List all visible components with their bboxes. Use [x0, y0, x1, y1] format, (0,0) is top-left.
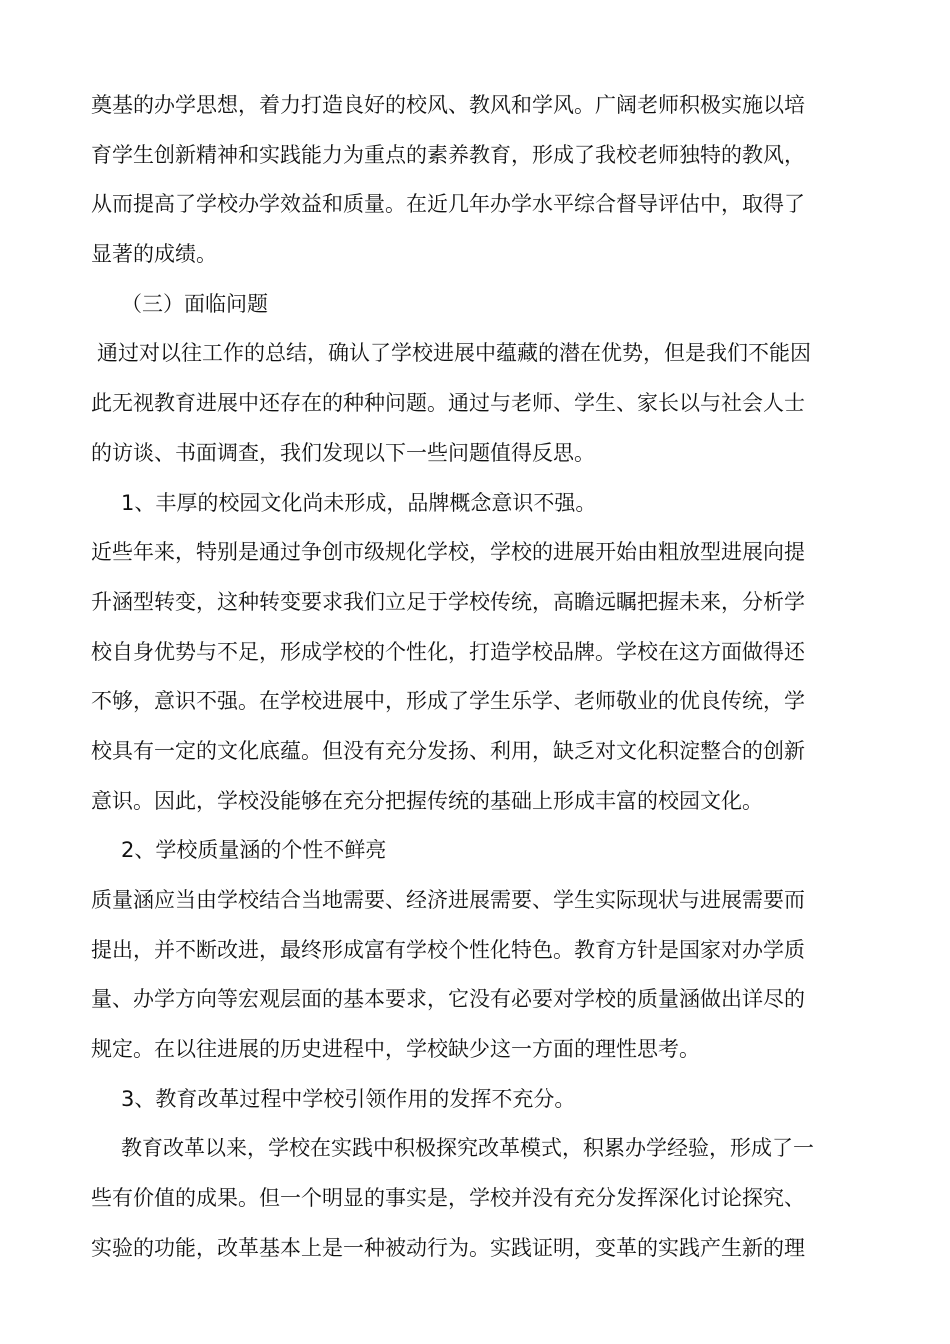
subsection-heading: 1、丰厚的校园文化尚未形成，品牌概念意识不强。	[121, 490, 597, 515]
paragraph-line: 提出，并不断改进，最终形成富有学校个性化特色。教育方针是国家对办学质	[91, 937, 805, 962]
paragraph-line: 意识。因此，学校没能够在充分把握传统的基础上形成丰富的校园文化。	[91, 788, 763, 813]
paragraph-line: 近些年来，特别是通过争创市级规化学校，学校的进展开始由粗放型进展向提	[91, 540, 805, 565]
paragraph-line: 从而提高了学校办学效益和质量。在近几年办学水平综合督导评估中，取得了	[91, 192, 805, 217]
paragraph-line: 量、办学方向等宏观层面的基本要求，它没有必要对学校的质量涵做出详尽的	[91, 987, 805, 1012]
paragraph-line: 不够，意识不强。在学校进展中，形成了学生乐学、老师敬业的优良传统，学	[91, 689, 805, 714]
paragraph-line: 此无视教育进展中还存在的种种问题。通过与老师、学生、家长以与社会人士	[91, 391, 805, 416]
paragraph-line: 的访谈、书面调查，我们发现以下一些问题值得反思。	[91, 440, 595, 465]
paragraph-line: 奠基的办学思想，着力打造良好的校风、教风和学风。广阔老师积极实施以培	[91, 93, 805, 117]
paragraph-line: 校自身优势与不足，形成学校的个性化，打造学校品牌。学校在这方面做得还	[91, 639, 805, 664]
paragraph-line: 校具有一定的文化底蕴。但没有充分发扬、利用，缺乏对文化积淀整合的创新	[91, 738, 805, 763]
paragraph-line: 教育改革以来，学校在实践中积极探究改革模式，积累办学经验，形成了一	[121, 1136, 814, 1161]
subsection-heading: 2、学校质量涵的个性不鲜亮	[121, 838, 387, 863]
document-body	[91, 81, 866, 1274]
paragraph-line: 规定。在以往进展的历史进程中，学校缺少这一方面的理性思考。	[91, 1037, 700, 1062]
paragraph-line: 显著的成绩。	[91, 242, 217, 267]
section-heading: （三）面临问题	[121, 291, 268, 316]
paragraph-line: 质量涵应当由学校结合当地需要、经济进展需要、学生实际现状与进展需要而	[91, 888, 805, 912]
paragraph-line: 些有价值的成果。但一个明显的事实是，学校并没有充分发挥深化讨论探究、	[91, 1186, 805, 1211]
subsection-heading: 3、教育改革过程中学校引领作用的发挥不充分。	[121, 1086, 576, 1111]
paragraph-line: 通过对以往工作的总结，确认了学校进展中蕴藏的潜在优势，但是我们不能因	[97, 341, 811, 366]
paragraph-line: 升涵型转变，这种转变要求我们立足于学校传统，高瞻远瞩把握未来，分析学	[91, 589, 805, 614]
paragraph-line: 实验的功能，改革基本上是一种被动行为。实践证明，变革的实践产生新的理	[91, 1235, 805, 1260]
paragraph-line: 育学生创新精神和实践能力为重点的素养教育，形成了我校老师独特的教风，	[91, 142, 805, 167]
